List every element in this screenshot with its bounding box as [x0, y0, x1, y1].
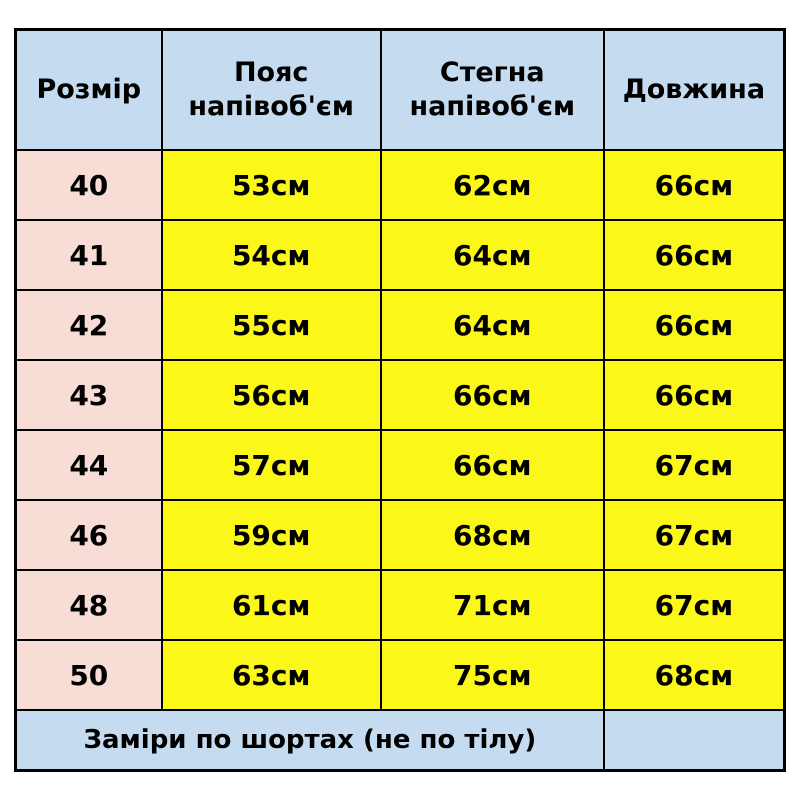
- cell-length: 66см: [604, 360, 785, 430]
- table-row: [16, 360, 785, 430]
- cell-hips: 71см: [381, 570, 604, 640]
- table-row: [16, 290, 785, 360]
- cell-hips: 68см: [381, 500, 604, 570]
- cell-length: 67см: [604, 570, 785, 640]
- table-header: [16, 30, 785, 151]
- table-row: [16, 150, 785, 220]
- cell-hips: 75см: [381, 640, 604, 710]
- cell-size: 43: [16, 360, 162, 430]
- table-row: [16, 430, 785, 500]
- column-header-size: [16, 30, 162, 151]
- cell-hips: 66см: [381, 360, 604, 430]
- cell-waist: 55см: [162, 290, 381, 360]
- cell-size: 40: [16, 150, 162, 220]
- table-body: [16, 150, 785, 710]
- size-chart-table: [14, 28, 786, 772]
- cell-hips: 64см: [381, 220, 604, 290]
- cell-hips: 64см: [381, 290, 604, 360]
- cell-size: 42: [16, 290, 162, 360]
- footer-row: [16, 710, 785, 771]
- column-header-hips-line-2: напівоб'єм: [409, 91, 576, 122]
- table-row: [16, 640, 785, 710]
- column-header-size-line-1: Розмір: [36, 74, 142, 106]
- cell-hips: 62см: [381, 150, 604, 220]
- table-footer: [16, 710, 785, 771]
- column-header-hips-line-1: Стегна: [439, 57, 545, 89]
- cell-length: 66см: [604, 150, 785, 220]
- column-header-waist: [162, 30, 381, 151]
- cell-waist: 56см: [162, 360, 381, 430]
- cell-size: 50: [16, 640, 162, 710]
- cell-length: 67см: [604, 430, 785, 500]
- cell-length: 68см: [604, 640, 785, 710]
- cell-waist: 57см: [162, 430, 381, 500]
- footer-empty-cell: [604, 710, 785, 771]
- cell-waist: 54см: [162, 220, 381, 290]
- column-header-length-line-1: Довжина: [622, 74, 766, 106]
- cell-waist: 63см: [162, 640, 381, 710]
- header-row: [16, 30, 785, 151]
- table-row: [16, 570, 785, 640]
- column-header-waist-line-2: напівоб'єм: [188, 91, 354, 122]
- table-row: [16, 500, 785, 570]
- cell-length: 67см: [604, 500, 785, 570]
- cell-hips: 66см: [381, 430, 604, 500]
- cell-length: 66см: [604, 290, 785, 360]
- cell-size: 44: [16, 430, 162, 500]
- column-header-length: [604, 30, 785, 151]
- column-header-hips: [381, 30, 604, 151]
- column-header-waist-line-1: Пояс: [233, 57, 309, 89]
- cell-waist: 53см: [162, 150, 381, 220]
- cell-waist: 59см: [162, 500, 381, 570]
- cell-length: 66см: [604, 220, 785, 290]
- cell-waist: 61см: [162, 570, 381, 640]
- footer-note: Заміри по шортах (не по тілу): [16, 710, 604, 771]
- table-row: [16, 220, 785, 290]
- cell-size: 46: [16, 500, 162, 570]
- cell-size: 48: [16, 570, 162, 640]
- cell-size: 41: [16, 220, 162, 290]
